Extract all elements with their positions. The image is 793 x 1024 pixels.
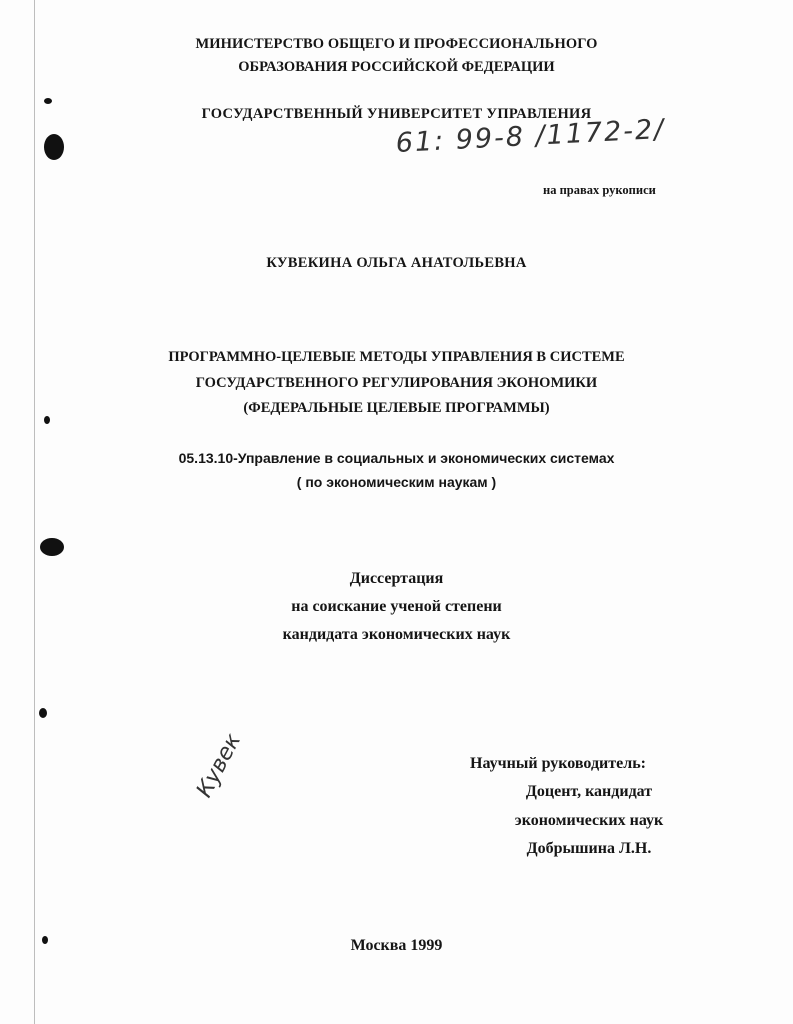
city-year: Москва 1999 (350, 937, 443, 954)
supervisor-position: Доцент, кандидат (525, 783, 653, 800)
binder-hole-mark (44, 134, 64, 160)
supervisor-degree: экономических наук (514, 812, 664, 829)
supervisor-heading: Научный руководитель: (470, 755, 646, 772)
binding-edge (34, 0, 35, 1024)
ministry-line-2: ОБРАЗОВАНИЯ РОССИЙСКОЙ ФЕДЕРАЦИИ (238, 59, 555, 75)
handwritten-registry-code: 61: 99-8 /1172-2/ (395, 113, 666, 159)
thesis-title-line-1: ПРОГРАММНО-ЦЕЛЕВЫЕ МЕТОДЫ УПРАВЛЕНИЯ В СИСТЕМЕ (168, 349, 625, 365)
ministry-line-1: МИНИСТЕРСТВО ОБЩЕГО И ПРОФЕССИОНАЛЬНОГО (195, 36, 598, 52)
thesis-title-line-3: (ФЕДЕРАЛЬНЫЕ ЦЕЛЕВЫЕ ПРОГРАММЫ) (243, 400, 550, 416)
author-name: КУВЕКИНА ОЛЬГА АНАТОЛЬЕВНА (266, 255, 527, 271)
scan-speck (39, 708, 47, 718)
binder-hole-mark (40, 538, 64, 556)
specialty-code: 05.13.10-Управление в социальных и экономических системах (178, 450, 615, 466)
thesis-title-line-2: ГОСУДАРСТВЕННОГО РЕГУЛИРОВАНИЯ ЭКОНОМИКИ (195, 375, 598, 391)
scan-speck (44, 98, 52, 104)
document-type: Диссертация (349, 570, 444, 587)
manuscript-rights-note: на правах рукописи (543, 183, 656, 197)
supervisor-name: Добрышина Л.Н. (526, 840, 652, 857)
university-name: ГОСУДАРСТВЕННЫЙ УНИВЕРСИТЕТ УПРАВЛЕНИЯ (201, 106, 592, 122)
specialty-field: ( по экономическим наукам ) (296, 474, 497, 490)
scan-speck (44, 416, 50, 424)
degree-line-1: на соискание ученой степени (291, 598, 502, 615)
degree-line-2: кандидата экономических наук (282, 626, 511, 643)
handwritten-signature: Кувек (192, 729, 247, 802)
